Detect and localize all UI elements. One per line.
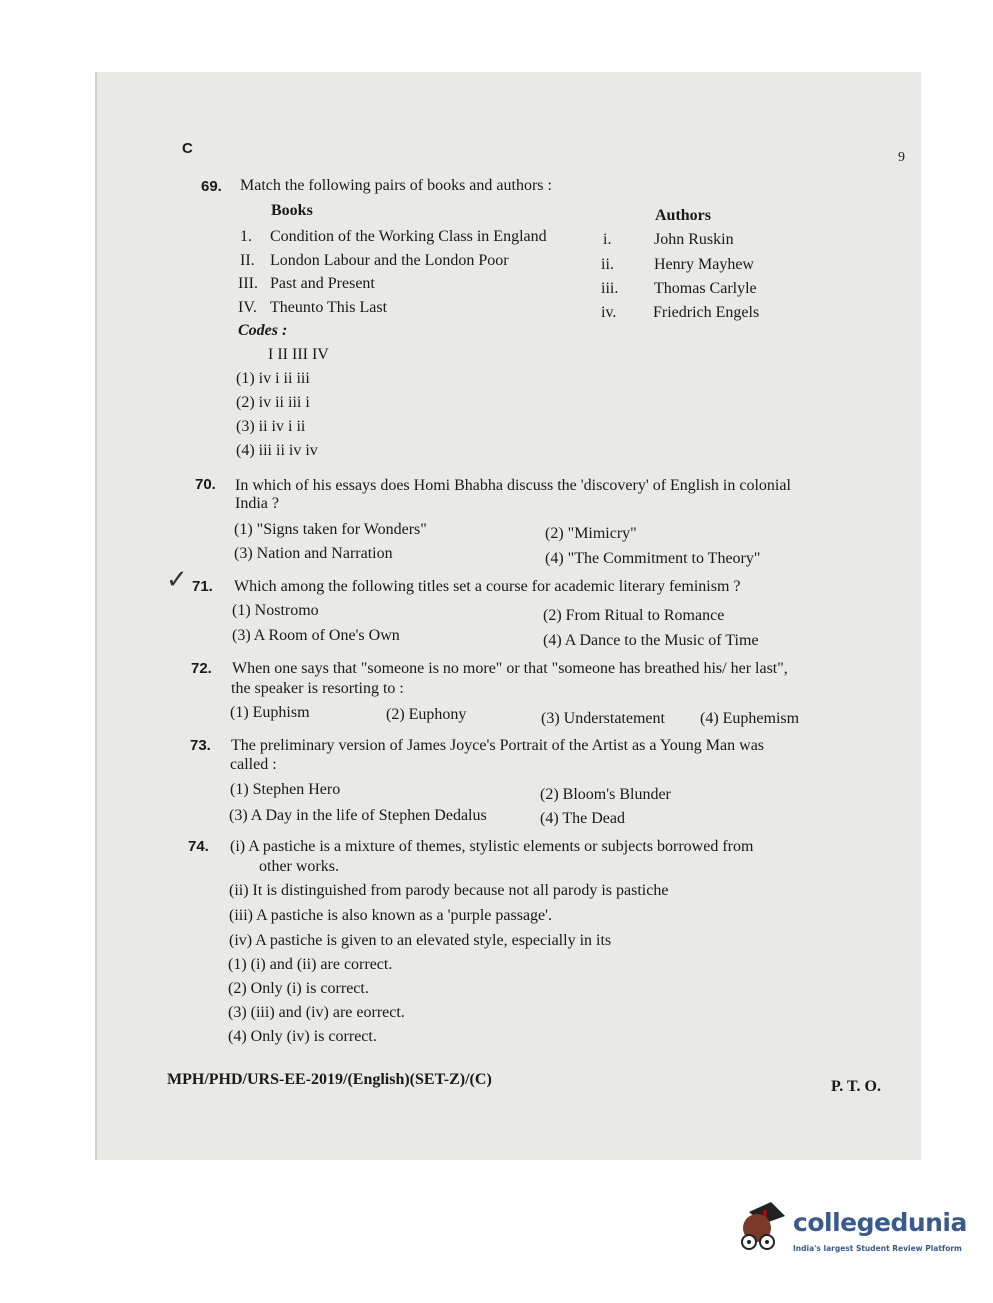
author-num: iii.	[601, 280, 619, 297]
option: (2) iv ii iii i	[236, 394, 310, 411]
author-name: Friedrich Engels	[653, 304, 760, 321]
statement: (iv) A pastiche is given to an elevated style, especially in its	[229, 932, 612, 949]
option: (2) Euphony	[386, 706, 467, 723]
collegedunia-logo	[735, 1198, 965, 1268]
codes-header: I II III IV	[268, 346, 329, 363]
option: (4) Only (iv) is correct.	[228, 1028, 377, 1045]
option: (2) From Ritual to Romance	[543, 607, 725, 624]
option: (3) A Room of One's Own	[232, 627, 400, 644]
statement: (iii) A pastiche is also known as a 'purple passage'.	[229, 907, 553, 924]
option: (4) A Dance to the Music of Time	[543, 632, 759, 649]
question-number: 72.	[191, 660, 212, 677]
question-text: In which of his essays does Homi Bhabha discuss the 'discovery' of English in colonial	[235, 477, 791, 494]
option: (2) Bloom's Blunder	[540, 786, 671, 803]
codes-label: Codes :	[238, 322, 288, 339]
question-number: 73.	[190, 737, 211, 754]
mascot-icon	[735, 1198, 791, 1258]
authors-heading: Authors	[655, 207, 712, 224]
author-num: ii.	[601, 256, 614, 273]
question-text: Match the following pairs of books and authors :	[240, 177, 552, 194]
question-text: Which among the following titles set a course for academic literary feminism ?	[234, 578, 741, 595]
pto-label: P. T. O.	[831, 1078, 881, 1095]
book-title: London Labour and the London Poor	[270, 252, 509, 269]
option: (4) "The Commitment to Theory"	[545, 550, 761, 567]
book-num: III.	[238, 275, 258, 292]
option: (3) A Day in the life of Stephen Dedalus	[229, 807, 487, 824]
statement: other works.	[259, 858, 339, 875]
option: (1) Euphism	[230, 704, 310, 721]
question-number: 69.	[201, 178, 222, 195]
option: (1) Stephen Hero	[230, 781, 341, 798]
question-number: 74.	[188, 838, 209, 855]
option: (1) iv i ii iii	[236, 370, 310, 387]
option: (3) ii iv i ii	[236, 418, 306, 435]
book-title: Past and Present	[270, 275, 375, 292]
option: (2) "Mimicry"	[545, 525, 637, 542]
logo-wordmark: collegedunia	[793, 1208, 967, 1237]
option: (2) Only (i) is correct.	[228, 980, 369, 997]
option: (4) Euphemism	[700, 710, 800, 727]
question-text: When one says that "someone is no more" or that "someone has breathed his/ her last",	[232, 660, 788, 677]
set-label: C	[182, 140, 193, 157]
author-name: Thomas Carlyle	[654, 280, 757, 297]
option: (4) iii ii iv iv	[236, 442, 318, 459]
book-num: IV.	[238, 299, 257, 316]
author-num: iv.	[601, 304, 617, 321]
option: (1) "Signs taken for Wonders"	[234, 521, 427, 538]
option: (3) (iii) and (iv) are eorrect.	[228, 1004, 405, 1021]
book-title: Theunto This Last	[270, 299, 388, 316]
book-title: Condition of the Working Class in England	[270, 228, 547, 245]
book-num: 1.	[240, 228, 252, 245]
option: (1) Nostromo	[232, 602, 319, 619]
author-num: i.	[603, 231, 612, 248]
option: (3) Understatement	[541, 710, 665, 727]
question-text: The preliminary version of James Joyce's Portrait of the Artist as a Young Man was	[231, 737, 765, 754]
exam-code: MPH/PHD/URS-EE-2019/(English)(SET-Z)/(C)	[167, 1071, 492, 1088]
books-heading: Books	[271, 202, 313, 219]
question-text: the speaker is resorting to :	[231, 680, 404, 697]
book-num: II.	[240, 252, 255, 269]
option: (1) (i) and (ii) are correct.	[228, 956, 393, 973]
checkmark-icon: ✓	[166, 565, 188, 594]
option: (4) The Dead	[540, 810, 625, 827]
question-text: called :	[230, 756, 277, 773]
question-number: 70.	[195, 476, 216, 493]
question-number: 71.	[192, 578, 213, 595]
page-number: 9	[898, 150, 905, 165]
author-name: Henry Mayhew	[654, 256, 754, 273]
option: (3) Nation and Narration	[234, 545, 393, 562]
logo-tagline: India's largest Student Review Platform	[793, 1244, 962, 1253]
question-text: India ?	[235, 495, 279, 512]
author-name: John Ruskin	[654, 231, 734, 248]
statement: (ii) It is distinguished from parody because not all parody is pastiche	[229, 882, 669, 899]
statement: (i) A pastiche is a mixture of themes, stylistic elements or subjects borrowed from	[230, 838, 754, 855]
